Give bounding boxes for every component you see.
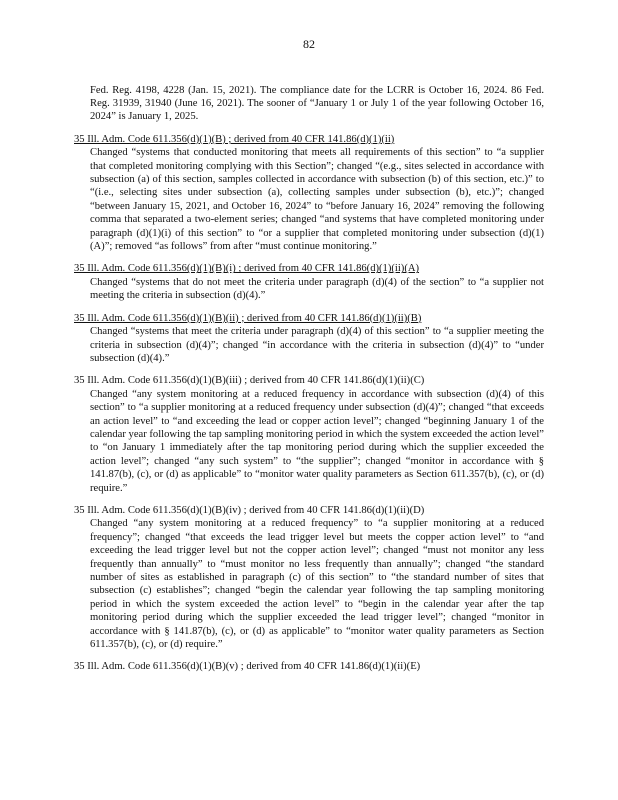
document-body [74,73,544,683]
entry-citation: 35 Ill. Adm. Code 611.356(d)(1)(B)(ii) ; derived from 40 CFR 141.86(d)(1)(ii)(B) [74,312,422,324]
entry-1 [74,133,544,254]
entry-citation: 35 Ill. Adm. Code 611.356(d)(1)(B)(v) ; derived from 40 CFR 141.86(d)(1)(ii)(E) [74,661,421,673]
entry-citation: 35 Ill. Adm. Code 611.356(d)(1)(B) ; derived from 40 CFR 141.86(d)(1)(ii) [74,133,395,145]
entry-4 [74,374,544,495]
entry-changes: Changed “any system monitoring at a reduced frequency in accordance with subsection (d)(4) of this section” to “a supplier monitoring at a reduced frequency under subsection (d)(4)”; changed “that exceeds an action level” to “and exceeding the lead or copper action level”; changed “beginning January 1 of the calendar year following the tap sampling monitoring period in which the system exceeded the action level” to “on January 1 immediately after the tap monitoring period during which the supplier exceeded the action level”; changed “any such system” to “the supplier”; changed “monitor in accordance with § 141.87(b), (c), or (d) as applicable” to “monitor water quality parameters as Section 611.357(b), (c), or (d) require.” [90,388,544,494]
page-number: 82 [303,37,315,51]
entry-changes: Changed “systems that do not meet the criteria under paragraph (d)(4) of the section” to “a supplier not meeting the criteria in subsection (d)(4).” [90,276,544,302]
entry-citation: 35 Ill. Adm. Code 611.356(d)(1)(B)(iv) ; derived from 40 CFR 141.86(d)(1)(ii)(D) [74,504,425,516]
entry-changes: Changed “systems that meet the criteria under paragraph (d)(4) of this section” to “a supplier meeting the criteria in subsection (d)(4)”; changed “in accordance with the criteria in subsection (d)(4)” to “under subsection (d)(4).” [90,326,544,364]
entry-changes: Changed “systems that conducted monitoring that meets all requirements of this section” to “a supplier that completed monitoring complying with this Section”; changed “(e.g., sites selected in accordance with subsection (a) of this section, samples collected in accordance with subsection (b) of this section, etc.)” to “(i.e., selecting sites under subsection (a), collecting samples under subsection (b), etc.)”; changed “between January 15, 2021, and October 16, 2024” to “before January 16, 2024” removing the following comma that separated a two-element series; changed “and systems that have completed monitoring under paragraph (d)(1)(i) of this section” to “or a supplier that completed monitoring under subsection (d)(1)(A)”; removed “as follows” from after “must continue monitoring.” [90,147,544,253]
entry-3 [74,312,544,366]
intro-paragraph: Fed. Reg. 4198, 4228 (Jan. 15, 2021). The compliance date for the LCRR is October 16, 2024. 86 Fed. Reg. 31939, 31940 (June 16, 2021). The sooner of “January 1 or July 1 of the year following October 16, 2024” is January 1, 2025. [90,84,544,123]
entry-2 [74,262,544,302]
entry-citation: 35 Ill. Adm. Code 611.356(d)(1)(B)(iii) ; derived from 40 CFR 141.86(d)(1)(ii)(C) [74,375,425,387]
entry-citation: 35 Ill. Adm. Code 611.356(d)(1)(B)(i) ; derived from 40 CFR 141.86(d)(1)(ii)(A) [74,263,420,275]
entry-changes: Changed “any system monitoring at a reduced frequency” to “a supplier monitoring at a reduced frequency”; changed “that exceeds the lead trigger level but meets the copper action level” to “and exceeding the lead trigger level but not the copper action level”; changed “must not monitor any less frequently than annually” to “must monitor no less frequently than annually”; changed “the standard number of sites as established in paragraph (c) of this section” to “the standard number of sites that subsection (c) establishes”; changed “begin the calendar year following the tap sampling monitoring period in which the system exceeded the action level” to “begin in the calendar year after the tap monitoring period during which the supplier exceeded the lead trigger level”; changed “monitor in accordance with § 141.87(b), (c), or (d) as applicable” to “monitor water quality parameters as Section 611.357(b), (c), or (d) require.” [90,518,544,651]
entry-6 [74,660,544,673]
entry-5 [74,504,544,651]
